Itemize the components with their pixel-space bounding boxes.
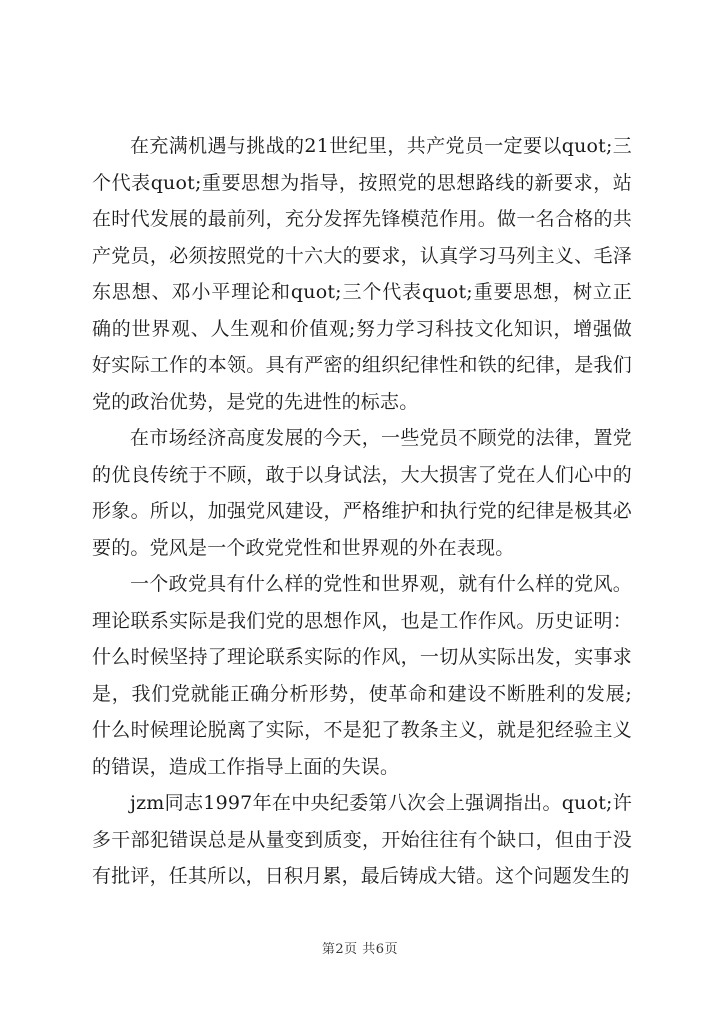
paragraph-4: jzm同志1997年在中央纪委第八次会上强调指出。quot;许多干部犯错误总是从量变到质变，开始往往有个缺口，但由于没有批评，任其所以，日积月累，最后铸成大错。这个问题发生的 <box>92 792 632 887</box>
paragraph-2: 在市场经济高度发展的今天，一些党员不顾党的法律，置党的优良传统于不顾，敢于以身试法，大大损害了党在人们心中的形象。所以，加强党风建设，严格维护和执行党的纪律是极其必要的。党风是一个政党党性和世界观的外在表现。 <box>92 427 632 559</box>
body-text <box>92 128 632 895</box>
page-footer: 第2页 共6页 <box>321 942 399 957</box>
paragraph-3: 一个政党具有什么样的党性和世界观，就有什么样的党风。理论联系实际是我们党的思想作风，也是工作作风。历史证明：什么时候坚持了理论联系实际的作风，一切从实际出发，实事求是，我们党就能正确分析形势，使革命和建设不断胜利的发展;什么时候理论脱离了实际，不是犯了教条主义，就是犯经验主义的错误，造成工作指导上面的失误。 <box>92 573 632 778</box>
paragraph-1: 在充满机遇与挑战的21世纪里，共产党员一定要以quot;三个代表quot;重要思想为指导，按照党的思想路线的新要求，站在时代发展的最前列，充分发挥先锋模范作用。做一名合格的共产党员，必须按照党的十六大的要求，认真学习马列主义、毛泽东思想、邓小平理论和quot;三个代表quot;重要思想，树立正确的世界观、人生观和价值观;努力学习科技文化知识，增强做好实际工作的本领。具有严密的组织纪律性和铁的纪律，是我们党的政治优势，是党的先进性的标志。 <box>92 135 632 413</box>
